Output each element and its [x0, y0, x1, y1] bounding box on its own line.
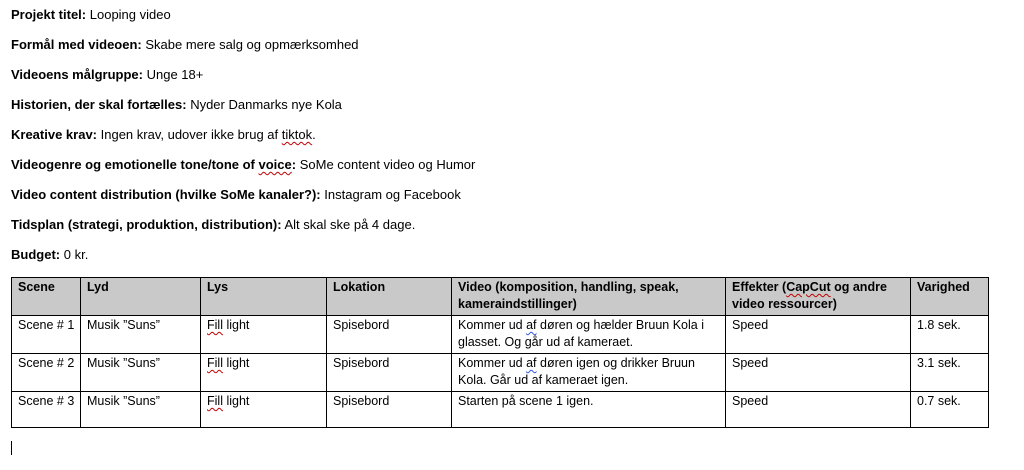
cell-video[interactable]: Kommer ud af døren og hælder Bruun Kola i glasset. Og går ud af kameraet.: [452, 316, 726, 354]
field-label: Videogenre og emotionelle tone/tone of voice:: [11, 157, 297, 172]
cell-lys[interactable]: Fill light: [201, 354, 327, 392]
grammar-word[interactable]: af: [526, 318, 537, 332]
field-label: Formål med videoen:: [11, 37, 142, 52]
field-purpose: [11, 36, 1011, 66]
cell-lyd[interactable]: Musik ”Suns”: [81, 392, 201, 428]
field-label: Projekt titel:: [11, 7, 87, 22]
field-project-title: [11, 6, 1011, 36]
field-value: Unge 18+: [146, 67, 204, 82]
grammar-word[interactable]: af: [526, 356, 537, 370]
field-value: Nyder Danmarks nye Kola: [190, 97, 342, 112]
cell-varighed[interactable]: 1.8 sek.: [911, 316, 989, 354]
field-value: SoMe content video og Humor: [299, 157, 476, 172]
header-effekter: Effekter (CapCut og andre video ressourcer): [726, 278, 911, 316]
field-label: Kreative krav:: [11, 127, 97, 142]
cell-lokation[interactable]: Spisebord: [327, 392, 452, 428]
cell-varighed[interactable]: 3.1 sek.: [911, 354, 989, 392]
table-row: [12, 392, 989, 428]
field-label: Historien, der skal fortælles:: [11, 97, 187, 112]
field-target-group: [11, 66, 1011, 96]
table-header-row: [12, 278, 989, 316]
cell-effekter[interactable]: Speed: [726, 316, 911, 354]
cell-lys[interactable]: Fill light: [201, 392, 327, 428]
cell-video[interactable]: Kommer ud af døren igen og drikker Bruun Kola. Går ud af kameraet igen.: [452, 354, 726, 392]
header-lyd: Lyd: [81, 278, 201, 316]
cell-video[interactable]: Starten på scene 1 igen.: [452, 392, 726, 428]
cell-effekter[interactable]: Speed: [726, 392, 911, 428]
cell-varighed[interactable]: 0.7 sek.: [911, 392, 989, 428]
cell-scene[interactable]: Scene # 1: [12, 316, 81, 354]
cell-lyd[interactable]: Musik ”Suns”: [81, 354, 201, 392]
header-video: Video (komposition, handling, speak, kameraindstillinger): [452, 278, 726, 316]
table-row: [12, 354, 989, 392]
spellcheck-word[interactable]: tiktok: [281, 127, 313, 142]
field-label: Budget:: [11, 247, 61, 262]
header-scene: Scene: [12, 278, 81, 316]
cell-lokation[interactable]: Spisebord: [327, 354, 452, 392]
header-lys: Lys: [201, 278, 327, 316]
field-creative-requirements: Kreative krav: Ingen krav, udover ikke brug af tiktok.: [11, 127, 316, 142]
text-cursor: [11, 441, 12, 455]
field-genre-tone: [11, 156, 1011, 186]
cell-scene[interactable]: Scene # 2: [12, 354, 81, 392]
document-body[interactable]: [11, 6, 1011, 276]
spellcheck-word[interactable]: voice: [258, 157, 292, 172]
field-label: Video content distribution (hvilke SoMe kanaler?):: [11, 187, 321, 202]
field-value: Ingen krav, udover ikke brug af: [100, 127, 282, 142]
cell-effekter[interactable]: Speed: [726, 354, 911, 392]
header-varighed: Varighed: [911, 278, 989, 316]
field-distribution: [11, 186, 1011, 216]
field-label: Videoens målgruppe:: [11, 67, 143, 82]
spellcheck-word[interactable]: Fill: [207, 394, 223, 408]
cell-scene[interactable]: Scene # 3: [12, 392, 81, 428]
spellcheck-word[interactable]: Fill: [207, 356, 223, 370]
field-value: 0 kr.: [63, 247, 89, 262]
header-lokation: Lokation: [327, 278, 452, 316]
field-value: Alt skal ske på 4 dage.: [284, 217, 416, 232]
cell-lyd[interactable]: Musik ”Suns”: [81, 316, 201, 354]
spellcheck-word[interactable]: Fill: [207, 318, 223, 332]
cell-lys[interactable]: Fill light: [201, 316, 327, 354]
field-value: Skabe mere salg og opmærksomhed: [145, 37, 359, 52]
field-label: Tidsplan (strategi, produktion, distribution):: [11, 217, 282, 232]
field-schedule: [11, 216, 1011, 246]
table-row: [12, 316, 989, 354]
field-story: [11, 96, 1011, 126]
field-budget: [11, 246, 1011, 276]
field-value: Instagram og Facebook: [324, 187, 461, 202]
scene-table[interactable]: [11, 277, 989, 428]
cell-lokation[interactable]: Spisebord: [327, 316, 452, 354]
spellcheck-word[interactable]: CapCut: [786, 280, 831, 294]
field-value: Looping video: [89, 7, 171, 22]
